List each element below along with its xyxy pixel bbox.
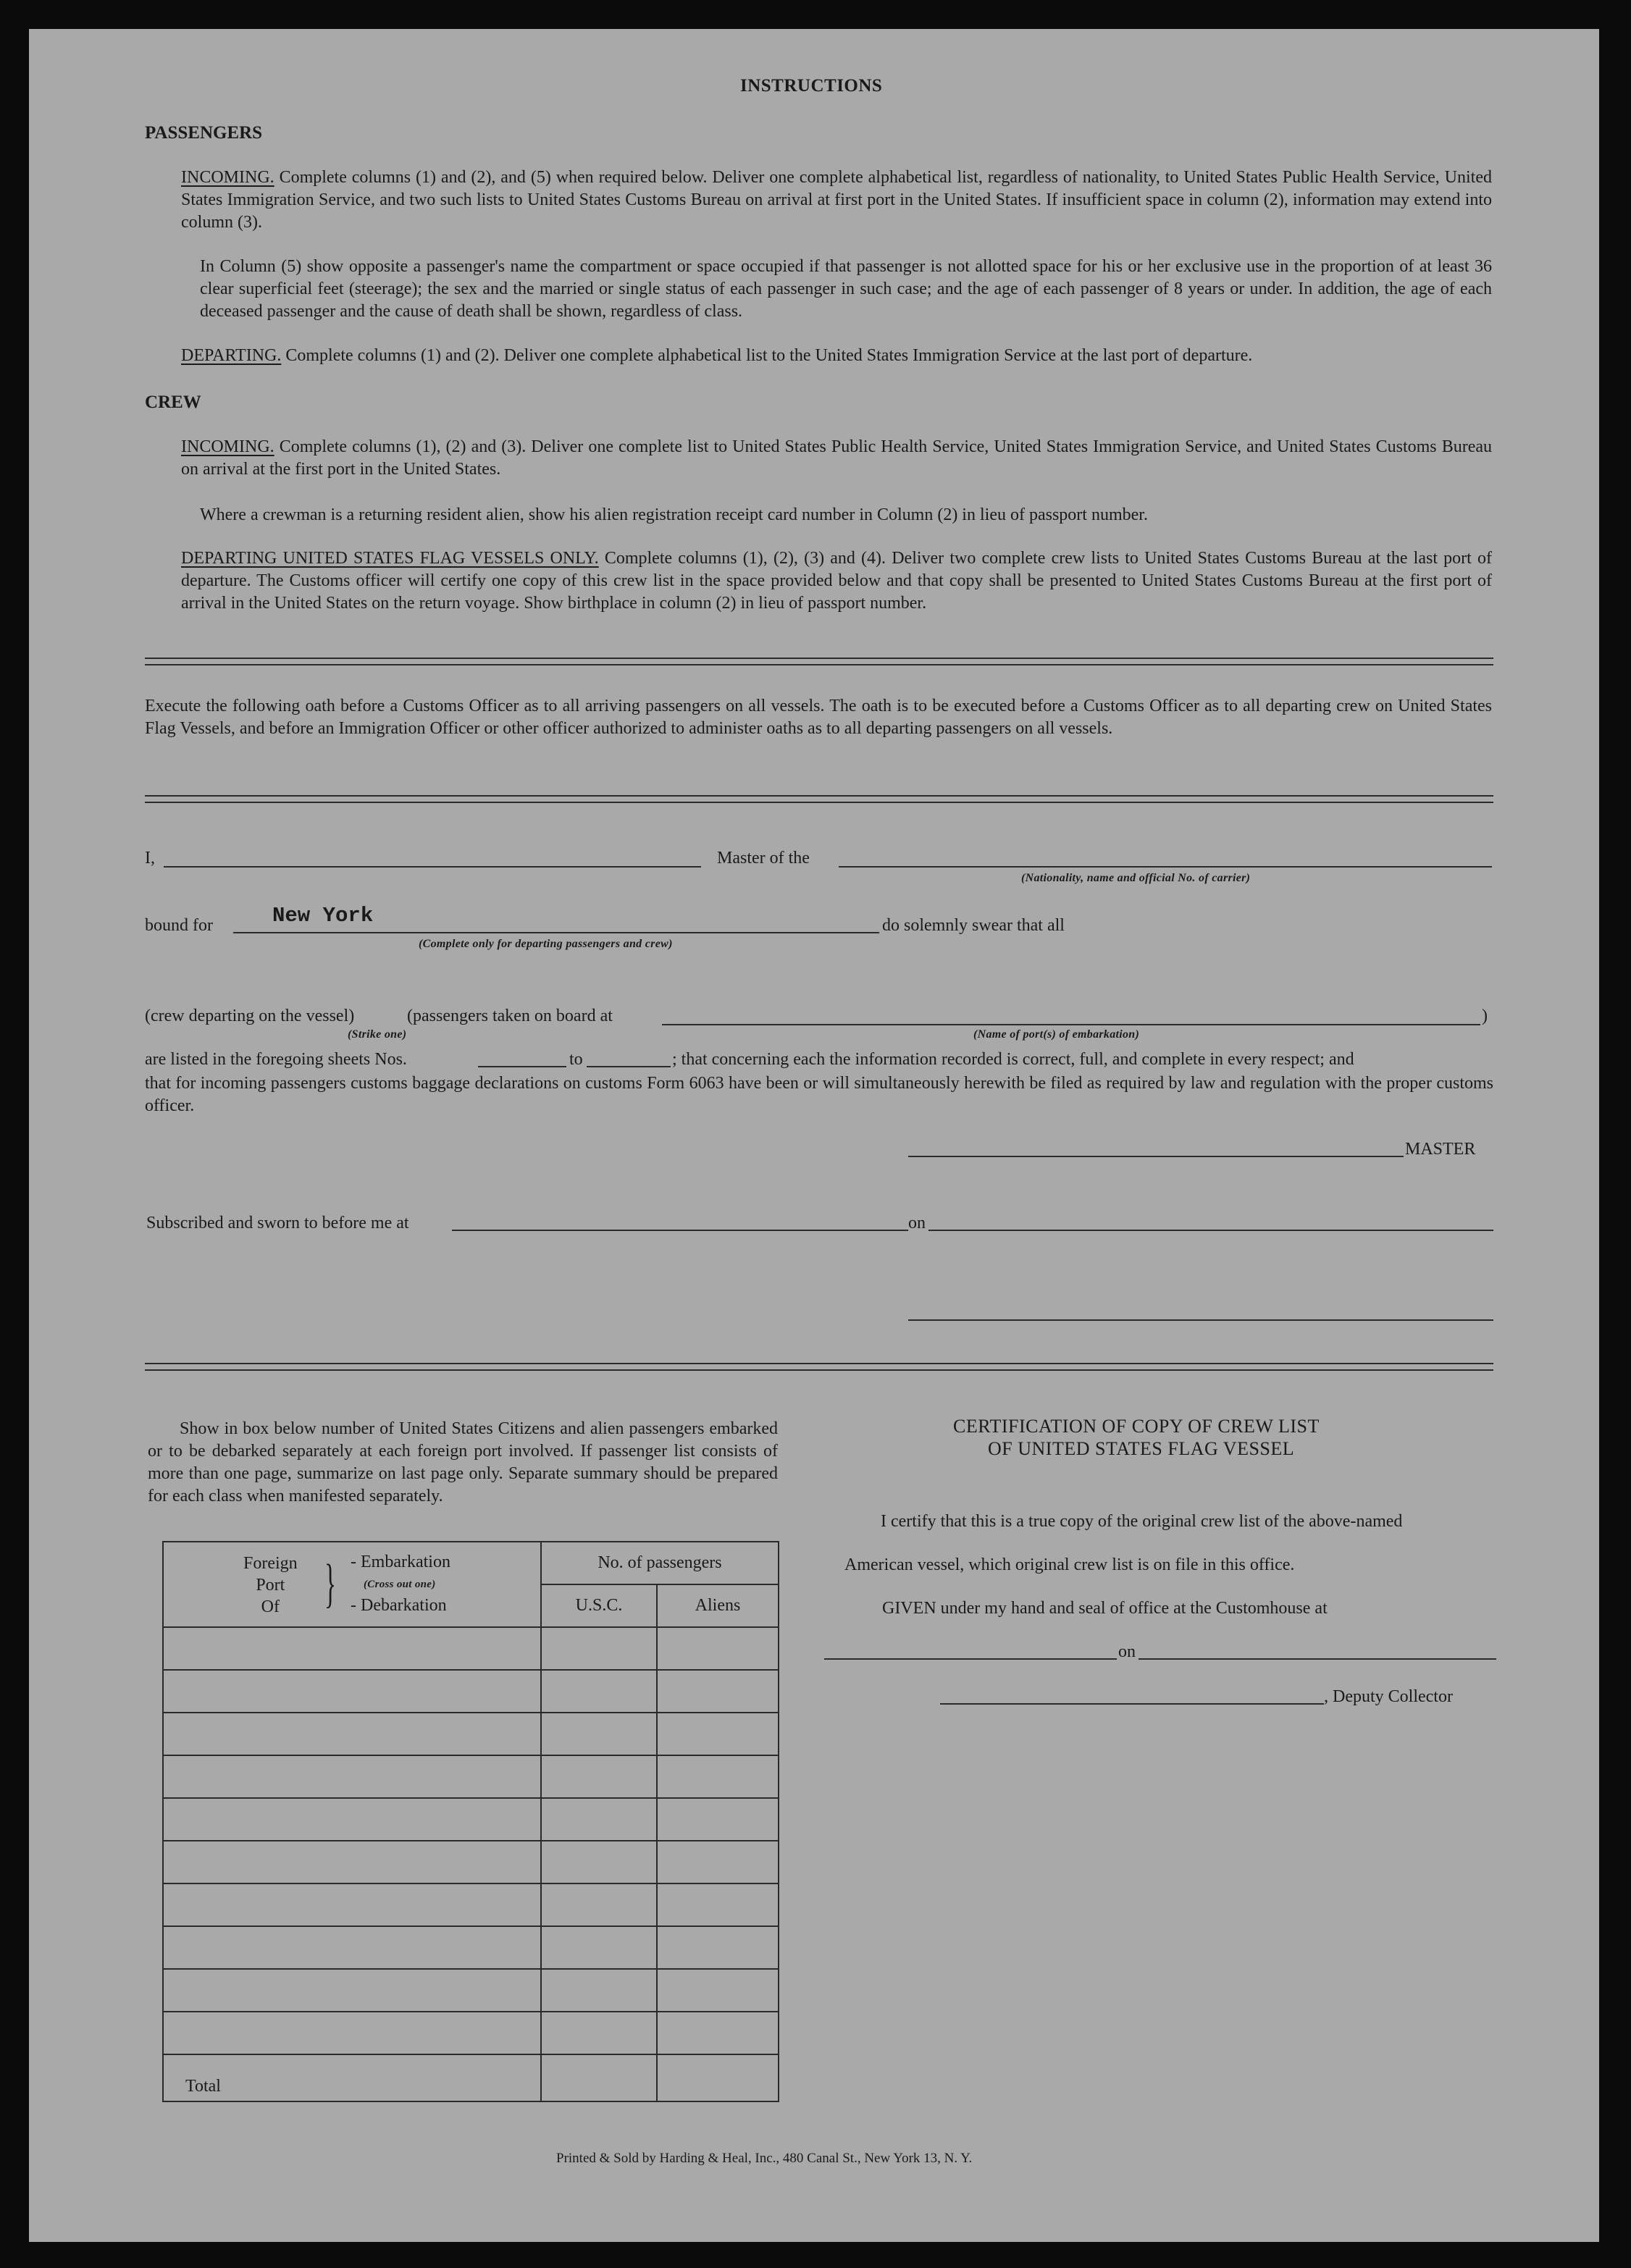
passengers-taken-option[interactable]: (passengers taken on board at [407, 1007, 613, 1025]
table-row [163, 1969, 779, 2012]
certify-line2: American vessel, which original crew list is on file in this office. [844, 1555, 1295, 1574]
bound-for-value: New York [272, 904, 374, 928]
usc-cell[interactable] [541, 1969, 657, 2012]
certification-title-line1: CERTIFICATION OF COPY OF CREW LIST [953, 1416, 1320, 1437]
passengers-heading: PASSENGERS [145, 123, 263, 143]
passengers-departing [181, 345, 1492, 367]
table-row [163, 1798, 779, 1841]
usc-cell[interactable] [541, 1841, 657, 1883]
crew-incoming-label: INCOMING. [181, 437, 274, 456]
bound-for-label: bound for [145, 916, 213, 935]
crew-departing-option[interactable]: (crew departing on the vessel) [145, 1007, 355, 1025]
given-text: GIVEN under my hand and seal of office at the Customhouse at [882, 1599, 1328, 1618]
usc-total-cell[interactable] [541, 2054, 657, 2101]
brace-glyph: } [324, 1554, 336, 1613]
usc-cell[interactable] [541, 1883, 657, 1926]
passengers-departing-text: Complete columns (1) and (2). Deliver one complete alphabetical list to the United States Immigration Service at the last port of departure. [285, 346, 1253, 365]
aliens-cell[interactable] [657, 1713, 779, 1755]
master-name-field[interactable] [164, 866, 701, 868]
aliens-cell[interactable] [657, 2012, 779, 2054]
customhouse-field[interactable] [824, 1658, 1117, 1660]
usc-header: U.S.C. [541, 1584, 657, 1627]
crew-heading: CREW [145, 392, 201, 412]
double-divider [145, 658, 1493, 665]
passengers-incoming-text: Complete columns (1) and (2), and (5) when required below. Deliver one complete alphabetical list, regardless of nationality, to United States Public Health Service, United States Immigration Service, and two such lists to United States Customs Bureau on arrival at first port in the United States. If insufficient space in column (2), information may extend into column (3). [181, 168, 1492, 232]
total-row [163, 2054, 779, 2101]
port-cell[interactable] [163, 1798, 541, 1841]
printer-footer: Printed & Sold by Harding & Heal, Inc., 480 Canal St., New York 13, N. Y. [556, 2151, 973, 2166]
bound-for-field[interactable] [233, 932, 879, 933]
aliens-cell[interactable] [657, 1883, 779, 1926]
deputy-collector-signature-field[interactable] [940, 1703, 1324, 1705]
passengers-departing-label: DEPARTING. [181, 346, 282, 365]
strike-caption: (Strike one) [348, 1028, 407, 1041]
certification-title-line2: OF UNITED STATES FLAG VESSEL [988, 1438, 1295, 1459]
port-cell[interactable] [163, 1755, 541, 1798]
port-caption: (Name of port(s) of embarkation) [973, 1028, 1140, 1041]
aliens-header: Aliens [657, 1584, 779, 1627]
nationality-caption: (Nationality, name and official No. of carrier) [1021, 872, 1251, 884]
swear-text: do solemnly swear that all [882, 916, 1065, 935]
table-row [163, 2012, 779, 2054]
passengers-column5: In Column (5) show opposite a passenger's name the compartment or space occupied if that passenger is not allotted space for his or her exclusive use in the proportion of at least 36 clear superficial feet (steerage); the sex and the married or single status of each passenger in such case; and the age of each passenger of 8 years or under. In addition, the age of each deceased passenger and the cause of death shall be shown, regardless of class. [200, 257, 1492, 321]
master-signature-field[interactable] [908, 1156, 1404, 1157]
certify-line1: I certify that this is a true copy of the original crew list of the above-named [881, 1512, 1403, 1531]
double-divider [145, 1363, 1493, 1371]
bound-caption: (Complete only for departing passengers and crew) [419, 938, 673, 950]
to-label: to [569, 1050, 583, 1069]
port-cell[interactable] [163, 1713, 541, 1755]
sworn-at-field[interactable] [452, 1230, 908, 1231]
subscribed-label: Subscribed and sworn to before me at [146, 1214, 409, 1232]
crew-departing-label: DEPARTING UNITED STATES FLAG VESSELS ONLY. [181, 549, 599, 568]
foreign-port-header [163, 1542, 541, 1627]
crew-resident-alien: Where a crewman is a returning resident alien, show his alien registration receipt card number in Column (2) in lieu of passport number. [200, 505, 1148, 524]
port-of-embarkation-field[interactable] [662, 1024, 1480, 1025]
port-cell[interactable] [163, 1969, 541, 2012]
usc-cell[interactable] [541, 1798, 657, 1841]
table-row [163, 1926, 779, 1969]
aliens-cell[interactable] [657, 1798, 779, 1841]
crew-incoming [181, 436, 1492, 481]
aliens-cell[interactable] [657, 1755, 779, 1798]
port-cell[interactable] [163, 2012, 541, 2054]
close-paren: ) [1482, 1007, 1488, 1025]
aliens-total-cell[interactable] [657, 2054, 779, 2101]
aliens-cell[interactable] [657, 1841, 779, 1883]
table-row [163, 1841, 779, 1883]
embarkation-option[interactable]: - Embarkation [351, 1553, 450, 1571]
crew-departing [181, 547, 1492, 615]
sworn-date-field[interactable] [928, 1230, 1493, 1231]
master-of-the-label: Master of the [717, 849, 810, 868]
aliens-cell[interactable] [657, 1969, 779, 2012]
port-cell[interactable] [163, 1627, 541, 1670]
cross-out-caption: (Cross out one) [364, 1579, 436, 1590]
listed-rest: that for incoming passengers customs baggage declarations on customs Form 6063 have been or will simultaneously herewith be filed as required by law and regulation with the proper customs officer. [145, 1074, 1493, 1115]
crew-incoming-text: Complete columns (1), (2) and (3). Deliver one complete list to United States Public Health Service, United States Immigration Service, and United States Customs Bureau on arrival at the first port in the United States. [181, 437, 1493, 479]
deputy-collector-label: , Deputy Collector [1324, 1687, 1453, 1706]
table-row [163, 1627, 779, 1670]
usc-cell[interactable] [541, 1755, 657, 1798]
crew-departing-text: Complete columns (1), (2), (3) and (4). Deliver two complete crew lists to United States Customs Bureau at the last port of departure. The Customs officer will certify one copy of this crew list in the space provided below and that copy shall be presented to United States Customs Bureau at the first port of arrival in the United States on the return voyage. Show birthplace in column (2) in lieu of passport number. [181, 549, 1492, 613]
double-divider [145, 795, 1493, 803]
foreign-port-of-label: Foreign Port Of [243, 1554, 298, 1616]
usc-cell[interactable] [541, 2012, 657, 2054]
table-row [163, 1755, 779, 1798]
master-label: MASTER [1405, 1140, 1476, 1159]
sworn-on-label: on [908, 1214, 926, 1232]
total-label: Total [163, 2054, 541, 2101]
listed-prefix: are listed in the foregoing sheets Nos. [145, 1050, 407, 1069]
sheet-to-field[interactable] [587, 1066, 671, 1067]
port-cell[interactable] [163, 1841, 541, 1883]
passenger-summary-table [162, 1541, 779, 2102]
table-row [163, 1883, 779, 1926]
usc-cell[interactable] [541, 1670, 657, 1713]
aliens-cell[interactable] [657, 1670, 779, 1713]
officer-signature-field[interactable] [908, 1319, 1493, 1321]
oath-i-label: I, [145, 849, 155, 868]
sheet-from-field[interactable] [478, 1066, 566, 1067]
page-title: INSTRUCTIONS [740, 76, 883, 96]
summary-header-row [163, 1542, 779, 1584]
passengers-incoming-label: INCOMING. [181, 168, 274, 187]
listed-suffix: ; that concerning each the information recorded is correct, full, and complete in every respect; and [672, 1050, 1354, 1069]
summary-instructions: Show in box below number of United States Citizens and alien passengers embarked or to be debarked separately at each foreign port involved. If passenger list consists of more than one page, summarize on last page only. Separate summary should be prepared for each class when manifested separately. [148, 1419, 778, 1505]
aliens-cell[interactable] [657, 1627, 779, 1670]
carrier-field[interactable] [839, 866, 1492, 868]
debarkation-option[interactable]: - Debarkation [351, 1596, 447, 1615]
no-of-passengers-header: No. of passengers [541, 1542, 779, 1584]
port-cell[interactable] [163, 1926, 541, 1969]
oath-instructions: Execute the following oath before a Customs Officer as to all arriving passengers on all vessels. The oath is to be executed before a Customs Officer as to all departing crew on United States Flag Vessels, and before an Immigration Officer or other officer authorized to administer oaths as to all departing passengers on all vessels. [145, 697, 1492, 738]
table-row [163, 1670, 779, 1713]
cert-date-field[interactable] [1139, 1658, 1496, 1660]
port-cell[interactable] [163, 1670, 541, 1713]
passengers-incoming [181, 167, 1492, 234]
cert-on-label: on [1118, 1642, 1136, 1661]
usc-cell[interactable] [541, 1627, 657, 1670]
usc-cell[interactable] [541, 1926, 657, 1969]
table-row [163, 1713, 779, 1755]
port-cell[interactable] [163, 1883, 541, 1926]
usc-cell[interactable] [541, 1713, 657, 1755]
aliens-cell[interactable] [657, 1926, 779, 1969]
